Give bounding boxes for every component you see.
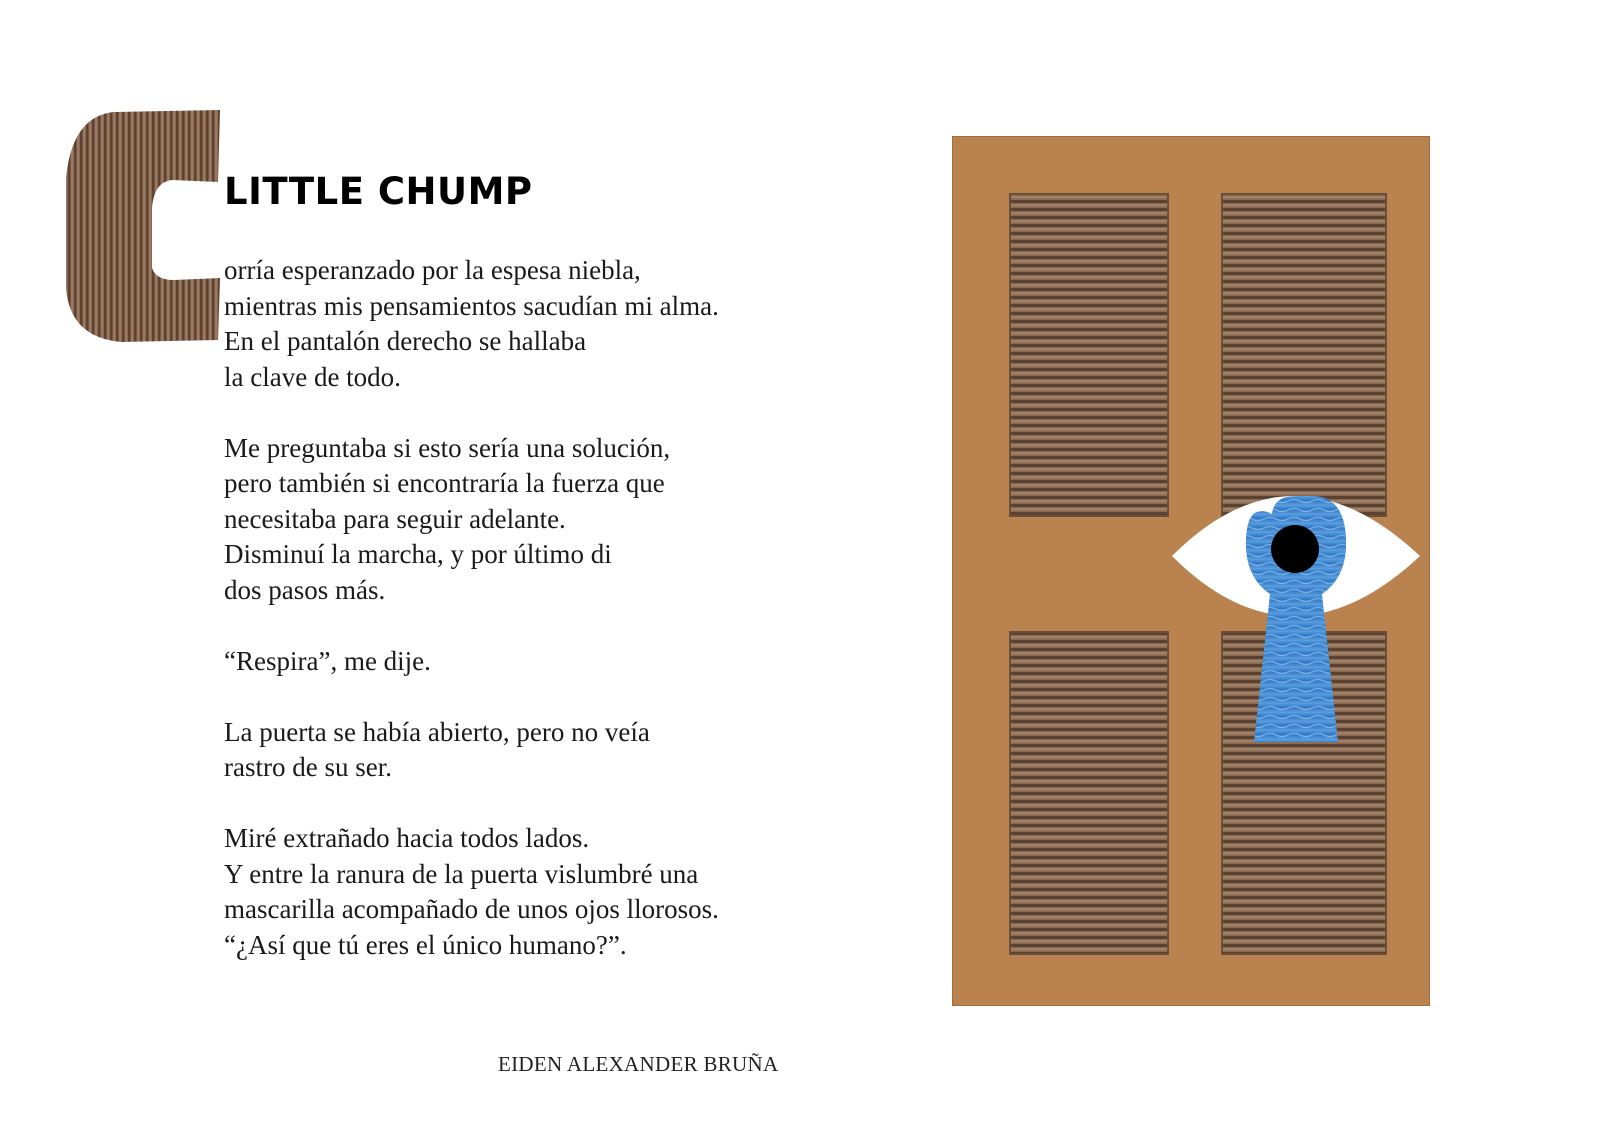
poem-line: Me preguntaba si esto sería una solución, <box>224 432 671 463</box>
cardboard-door-illustration <box>952 136 1430 1006</box>
poem-body <box>224 253 824 999</box>
poem-title: LITTLE CHUMP <box>224 170 533 213</box>
poem-stanza <box>224 715 824 786</box>
door-panel-top-left <box>1010 194 1168 516</box>
poem-line: “¿Así que tú eres el único humano?”. <box>224 929 627 960</box>
poem-line: En el pantalón derecho se hallaba <box>224 326 587 356</box>
poem-line: mientras mis pensamientos sacudían mi alma. <box>224 290 719 321</box>
poem-line: Disminuí la marcha, y por último di <box>224 539 612 569</box>
poem-line: “Respira”, me dije. <box>224 645 431 676</box>
poem-line: orría esperanzado por la espesa niebla, <box>224 255 641 285</box>
poem-line: dos pasos más. <box>224 574 386 605</box>
poem-stanza <box>224 253 824 395</box>
pupil <box>1271 525 1319 573</box>
poem-line: rastro de su ser. <box>224 752 392 782</box>
author-name: EIDEN ALEXANDER BRUÑA <box>498 1052 779 1076</box>
poem-stanza <box>224 431 824 609</box>
drop-cap-cardboard-c <box>62 108 222 344</box>
poem-line: necesitaba para seguir adelante. <box>224 503 566 534</box>
poem-line: la clave de todo. <box>224 361 401 392</box>
poem-stanza <box>224 644 824 680</box>
poem-line: pero también si encontraría la fuerza que <box>224 468 665 498</box>
door-panel-bottom-left <box>1010 632 1168 954</box>
poem-line: Y entre la ranura de la puerta vislumbré una <box>224 858 699 889</box>
poem-line: Miré extrañado hacia todos lados. <box>224 823 590 853</box>
poem-line: La puerta se había abierto, pero no veía <box>224 716 650 747</box>
poem-stanza <box>224 821 824 963</box>
poem-line: mascarilla acompañado de unos ojos llorosos. <box>224 894 719 924</box>
door-panel-top-right <box>1222 194 1386 516</box>
